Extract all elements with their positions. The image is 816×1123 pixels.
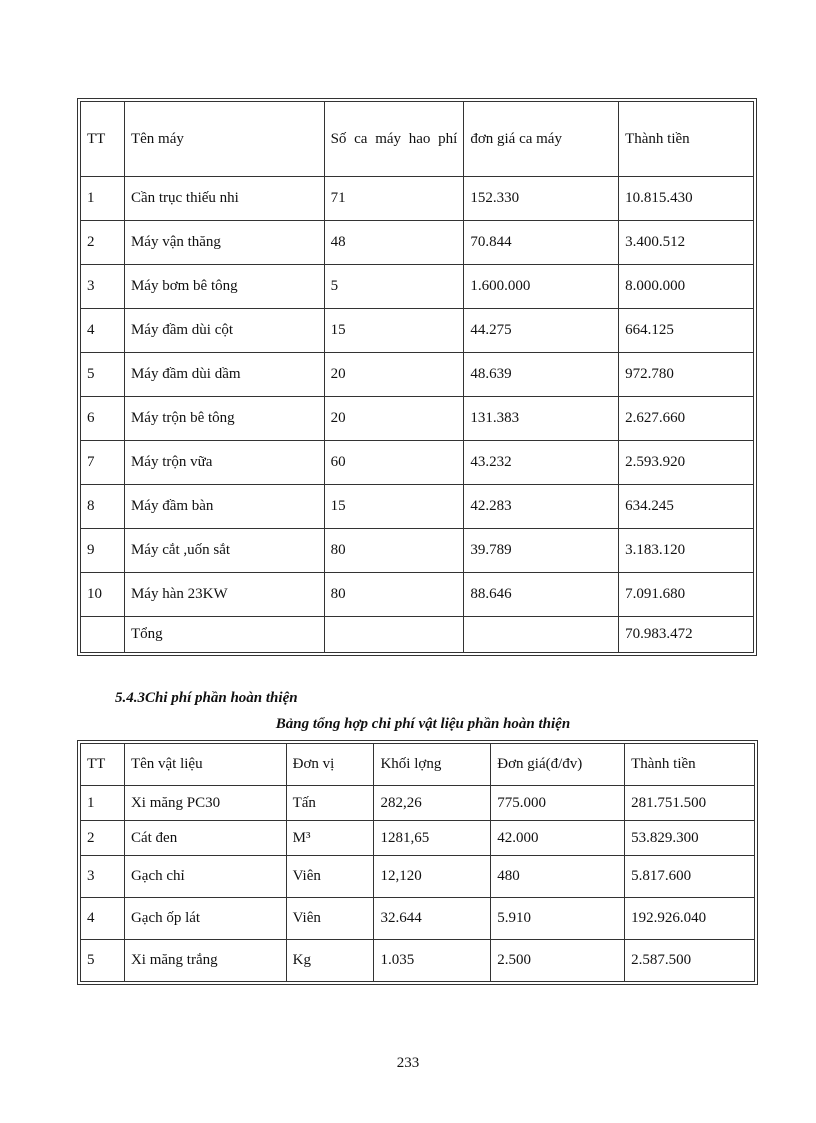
table-cell: 10.815.430 [619,177,754,221]
table-cell: 8.000.000 [619,265,754,309]
table-cell: 60 [324,441,464,485]
table-row [81,940,755,982]
table-row [81,485,754,529]
table-cell: 80 [324,573,464,617]
table-cell: 42.283 [464,485,619,529]
table-cell: 1 [81,786,125,821]
header-cell: Tên máy [124,102,324,177]
table-cell: Máy vận thăng [124,221,324,265]
table-cell: Máy trộn vữa [124,441,324,485]
table-cell: 80 [324,529,464,573]
page-number: 233 [396,1055,420,1071]
table-cell: Viên [286,898,374,940]
table-cell: Máy hàn 23KW [124,573,324,617]
header-cell: Tên vật liệu [124,744,286,786]
header-cell: Khối lợng [374,744,491,786]
table-cell: 48 [324,221,464,265]
header-cell: đơn giá ca máy [464,102,619,177]
table-row [81,353,754,397]
table-cell: 20 [324,397,464,441]
table-cell: 664.125 [619,309,754,353]
table-cell: Gạch chỉ [124,856,286,898]
table-row [81,898,755,940]
machine-cost-table [80,101,754,653]
table-cell: Máy cắt ,uốn sắt [124,529,324,573]
table-caption: Bảng tổng hợp chi phí vật liệu phần hoàn thiện [275,716,571,732]
table-cell: 71 [324,177,464,221]
section-heading: 5.4.3Chi phí phần hoàn thiện [115,690,298,706]
table-cell: 12,120 [374,856,491,898]
table-row [81,265,754,309]
table-cell: 3.183.120 [619,529,754,573]
table-cell: 42.000 [491,821,625,856]
table-cell: Tấn [286,786,374,821]
table-cell: 32.644 [374,898,491,940]
table-cell: Máy trộn bê tông [124,397,324,441]
table-row [81,397,754,441]
table-cell: 5 [81,353,125,397]
table-cell: 2 [81,221,125,265]
table-row [81,856,755,898]
table-cell: 3 [81,265,125,309]
table-cell: 15 [324,485,464,529]
table-cell: 2.500 [491,940,625,982]
table-cell: 88.646 [464,573,619,617]
table-cell: 192.926.040 [625,898,755,940]
table-cell: 4 [81,898,125,940]
header-cell: Thành tiền [619,102,754,177]
material-cost-table [80,743,755,982]
table-cell: Máy đầm dùi dầm [124,353,324,397]
table-cell: Gạch ốp lát [124,898,286,940]
table-cell: 6 [81,397,125,441]
table-cell: 281.751.500 [625,786,755,821]
total-label: Tổng [124,617,324,653]
table-row [81,573,754,617]
table-cell: 5.910 [491,898,625,940]
header-cell: TT [81,102,125,177]
table-cell: 15 [324,309,464,353]
table-cell: 775.000 [491,786,625,821]
table-cell: 4 [81,309,125,353]
table-cell: 9 [81,529,125,573]
table-cell: 972.780 [619,353,754,397]
table-row [81,441,754,485]
header-cell: TT [81,744,125,786]
table-cell: 2.587.500 [625,940,755,982]
table-header-row [81,744,755,786]
table-cell: 1281,65 [374,821,491,856]
table-cell: 152.330 [464,177,619,221]
table-cell: 10 [81,573,125,617]
table-cell: 1.035 [374,940,491,982]
header-cell: Thành tiền [625,744,755,786]
table-cell: 2.593.920 [619,441,754,485]
table-cell: 44.275 [464,309,619,353]
total-value: 70.983.472 [619,617,754,653]
table-cell: Máy đầm bàn [124,485,324,529]
table-cell: Cần trục thiếu nhi [124,177,324,221]
total-row [81,617,754,653]
table-cell: 3.400.512 [619,221,754,265]
table-header-row [81,102,754,177]
table-cell: 2 [81,821,125,856]
table-cell: 8 [81,485,125,529]
table-cell: 7 [81,441,125,485]
header-cell: Đơn giá(đ/đv) [491,744,625,786]
table-row [81,221,754,265]
table-cell: 5 [324,265,464,309]
header-cell: Số ca máy hao phí [324,102,464,177]
table-cell: Xi măng trắng [124,940,286,982]
table-row [81,529,754,573]
table-cell: 1.600.000 [464,265,619,309]
table-cell: M³ [286,821,374,856]
table-cell: 20 [324,353,464,397]
table-cell: Máy bơm bê tông [124,265,324,309]
table-cell: Máy đầm dùi cột [124,309,324,353]
table-row [81,786,755,821]
table-cell: 53.829.300 [625,821,755,856]
table-cell: Viên [286,856,374,898]
table-cell [81,617,125,653]
header-cell: Đơn vị [286,744,374,786]
table-cell: 70.844 [464,221,619,265]
table-cell: 39.789 [464,529,619,573]
table-cell: 3 [81,856,125,898]
table-row [81,821,755,856]
table-cell: 7.091.680 [619,573,754,617]
table-cell: 131.383 [464,397,619,441]
table-cell: 1 [81,177,125,221]
table-cell: Xi măng PC30 [124,786,286,821]
table-cell: 5.817.600 [625,856,755,898]
table-row [81,177,754,221]
table-cell: 48.639 [464,353,619,397]
table-cell: 43.232 [464,441,619,485]
table-cell: 2.627.660 [619,397,754,441]
table-row [81,309,754,353]
table-cell: 5 [81,940,125,982]
table-cell: 634.245 [619,485,754,529]
table-cell: Kg [286,940,374,982]
table-cell: Cát đen [124,821,286,856]
table-cell: 480 [491,856,625,898]
table-cell [324,617,464,653]
table-cell: 282,26 [374,786,491,821]
table-cell [464,617,619,653]
